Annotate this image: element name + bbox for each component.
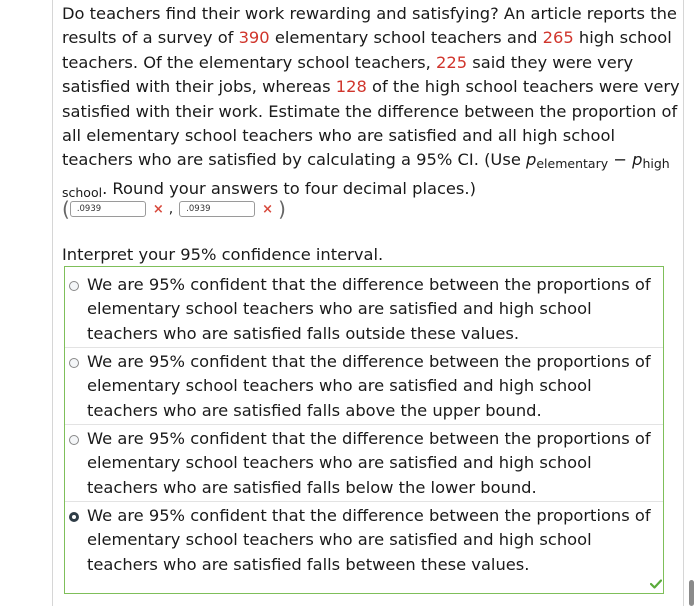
radio-button[interactable]	[69, 281, 79, 291]
elementary-satisfied-count: 225	[436, 52, 468, 72]
option-text: We are 95% confident that the difference between the proportions of elementary school teachers who are satisfied and high school teachers who are satisfied falls below the lower bound.	[87, 429, 651, 497]
open-paren: (	[62, 197, 70, 221]
comma-separator: ,	[168, 201, 174, 217]
upper-bound-input[interactable]	[179, 201, 255, 217]
divider	[65, 501, 663, 502]
interpretation-options	[64, 266, 664, 594]
close-paren: )	[278, 197, 286, 221]
option-text: We are 95% confident that the difference between the proportions of elementary school teachers who are satisfied and high school teachers who are satisfied falls outside these values.	[87, 275, 651, 343]
option-text: We are 95% confident that the difference between the proportions of elementary school teachers who are satisfied and high school teachers who are satisfied falls between these values.	[87, 506, 651, 574]
high-school-satisfied-count: 128	[335, 77, 367, 97]
lower-bound-input[interactable]	[70, 201, 146, 217]
lower-incorrect-icon: ×	[152, 201, 164, 217]
high-school-count: 265	[542, 28, 574, 48]
radio-button[interactable]	[69, 358, 79, 368]
confidence-interval-answer	[62, 198, 286, 220]
scrollbar-thumb[interactable]	[689, 580, 694, 606]
divider	[65, 424, 663, 425]
check-icon	[650, 579, 662, 589]
elementary-count: 390	[238, 28, 270, 48]
interpret-prompt: Interpret your 95% confidence interval.	[62, 245, 384, 264]
divider	[65, 347, 663, 348]
radio-button[interactable]	[69, 435, 79, 445]
radio-button-selected[interactable]	[69, 512, 79, 522]
option-text: We are 95% confident that the difference between the proportions of elementary school teachers who are satisfied and high school teachers who are satisfied falls above the upper bound.	[87, 352, 651, 420]
question-text: Do teachers find their work rewarding and satisfying? An article reports the results of a survey of 390 elementary school teachers and 265 high school teachers. Of the elementary school teachers, 225 said they were very satisfied with their jobs, whereas 128 of the high school teachers were very satisfied with their work. Estimate the difference between the proportion of all elementary school teachers who are satisfied and all high school teachers who are satisfied by calculating a 95% CI. (Use $p_{elementary} - p_{high school}$. Round your answers to four decimal places.)	[62, 4, 680, 200]
upper-incorrect-icon: ×	[262, 201, 274, 217]
